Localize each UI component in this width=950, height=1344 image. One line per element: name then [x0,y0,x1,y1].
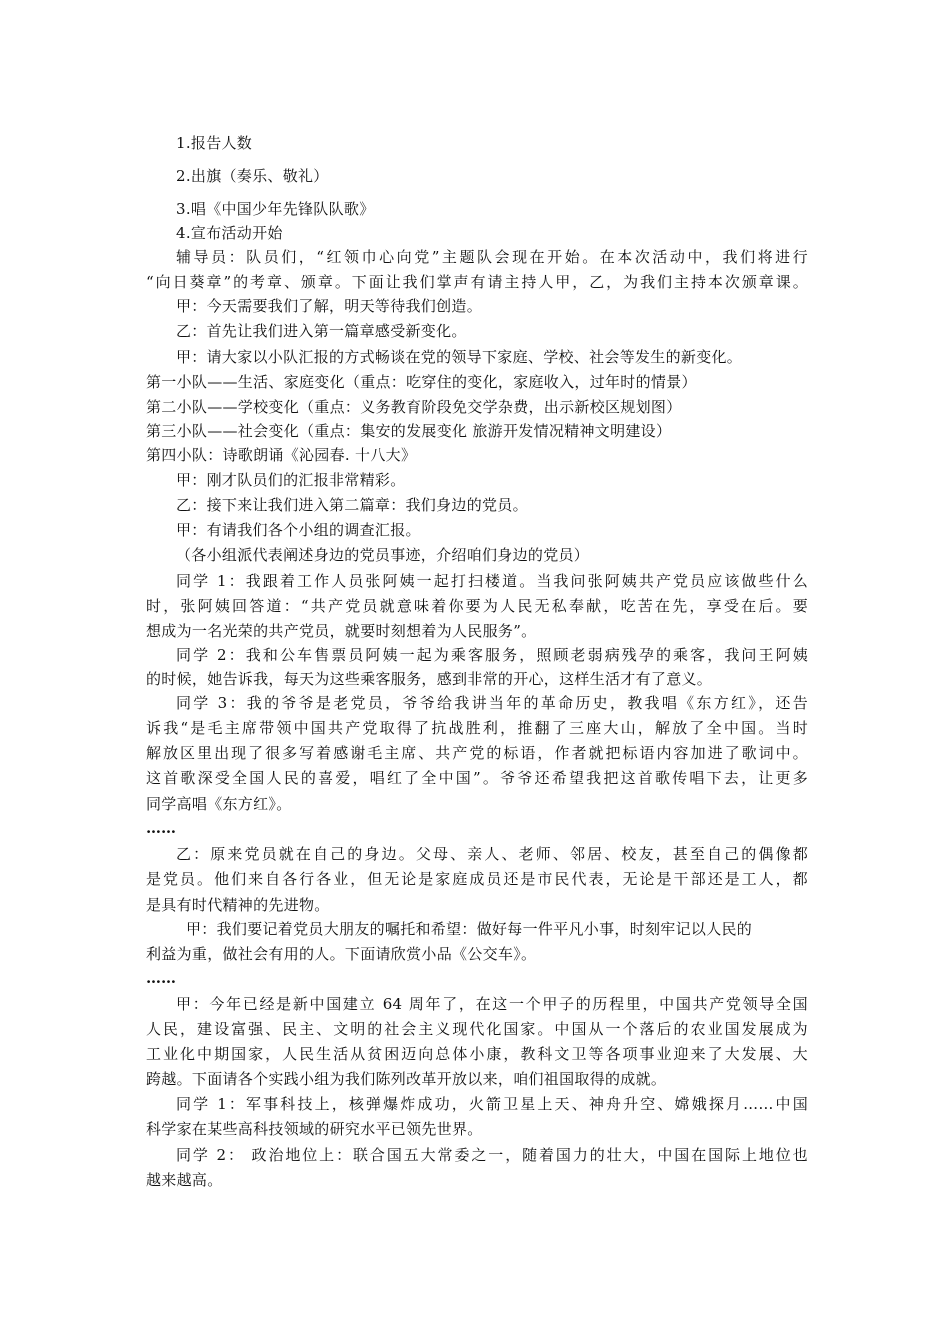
paragraph-line: 是党员。他们来自各行各业，但无论是家庭成员还是市民代表，无论是干部还是工人，都 [146,870,808,888]
paragraph-line: 跨越。下面请各个实践小组为我们陈列改革开放以来，咱们祖国取得的成就。 [146,1070,667,1088]
paragraph-line: 人民，建设富强、民主、文明的社会主义现代化国家。中国从一个落后的农业国发展成为 [146,1020,808,1038]
paragraph-line: 甲：我们要记着党员大朋友的嘱托和希望：做好每一件平凡小事，时刻牢记以人民的 [186,920,753,938]
agenda-item-3: 3.唱《中国少年先锋队队歌》 [176,200,375,218]
paragraph-line: 解放区里出现了很多写着感谢毛主席、共产党的标语，作者就把标语内容加进了歌词中。 [146,744,808,762]
squad-item-2: 第二小队——学校变化（重点：义务教育阶段免交学杂费，出示新校区规划图） [146,398,682,416]
paragraph-line: 乙：首先让我们进入第一篇章感受新变化。 [176,322,467,340]
paragraph-line: 时，张阿姨回答道：“共产党员就意味着你要为人民无私奉献，吃苦在先，享受在后。要 [146,597,808,615]
paragraph-line: 越来越高。 [146,1171,223,1189]
paragraph-line: 辅导员：队员们，“红领巾心向党”主题队会现在开始。在本次活动中，我们将进行 [176,248,808,266]
paragraph-line: 乙：原来党员就在自己的身边。父母、亲人、老师、邻居、校友，甚至自己的偶像都 [176,845,808,863]
paragraph-line: 的时候，她告诉我，每天为这些乘客服务，感到非常的开心，这样生活才有了意义。 [146,670,713,688]
paragraph-line: 同学高唱《东方红》。 [146,795,292,813]
paragraph-line: 诉我“是毛主席带领中国共产党取得了抗战胜利，推翻了三座大山，解放了全中国。当时 [146,719,808,737]
agenda-item-1: 1.报告人数 [176,134,253,152]
paragraph-line: 同学 3：我的爷爷是老党员，爷爷给我讲当年的革命历史，教我唱《东方红》，还告 [176,694,808,712]
paragraph-line: 同学 1：我跟着工作人员张阿姨一起打扫楼道。当我问张阿姨共产党员应该做些什么 [176,572,808,590]
stage-direction: （各小组派代表阐述身边的党员事迹，介绍咱们身边的党员） [176,546,590,564]
paragraph-line: 这首歌深受全国人民的喜爱，唱红了全中国”。爷爷还希望我把这首歌传唱下去，让更多 [146,769,808,787]
ellipsis-divider: …… [146,969,176,987]
squad-item-4: 第四小队：诗歌朗诵《沁园春. 十八大》 [146,446,417,464]
paragraph-line: 科学家在某些高科技领域的研究水平已领先世界。 [146,1120,483,1138]
paragraph-line: 甲：请大家以小队汇报的方式畅谈在党的领导下家庭、学校、社会等发生的新变化。 [176,348,743,366]
agenda-item-2: 2.出旗（奏乐、敬礼） [176,167,329,185]
paragraph-line: 乙：接下来让我们进入第二篇章：我们身边的党员。 [176,496,528,514]
ellipsis-divider: …… [146,819,176,837]
squad-item-3: 第三小队——社会变化（重点：集安的发展变化 旅游开发情况精神文明建设） [146,422,672,440]
paragraph-line: 工业化中期国家，人民生活从贫困迈向总体小康，教科文卫等各项事业迎来了大发展、大 [146,1045,808,1063]
paragraph-line: 甲：今年已经是新中国建立 64 周年了，在这一个甲子的历程里，中国共产党领导全国 [176,995,808,1013]
paragraph-line: 利益为重，做社会有用的人。下面请欣赏小品《公交车》。 [146,945,537,963]
paragraph-line: 想成为一名光荣的共产党员，就要时刻想着为人民服务”。 [146,622,537,640]
paragraph-line: 同学 2： 政治地位上：联合国五大常委之一，随着国力的壮大，中国在国际上地位也 [176,1146,808,1164]
paragraph-line: 是具有时代精神的先进物。 [146,896,330,914]
paragraph-line: 同学 1：军事科技上，核弹爆炸成功，火箭卫星上天、神舟升空、嫦娥探月……中国 [176,1095,808,1113]
paragraph-line: 同学 2：我和公车售票员阿姨一起为乘客服务，照顾老弱病残孕的乘客，我问王阿姨 [176,646,808,664]
paragraph-line: 甲：刚才队员们的汇报非常精彩。 [176,471,406,489]
paragraph-line: 甲：有请我们各个小组的调查汇报。 [176,521,421,539]
squad-item-1: 第一小队——生活、家庭变化（重点：吃穿住的变化，家庭收入，过年时的情景） [146,373,697,391]
paragraph-line: “向日葵章”的考章、颁章。下面让我们掌声有请主持人甲，乙，为我们主持本次颁章课。 [146,273,808,291]
agenda-item-4: 4.宣布活动开始 [176,224,283,242]
paragraph-line: 甲：今天需要我们了解，明天等待我们创造。 [176,297,483,315]
